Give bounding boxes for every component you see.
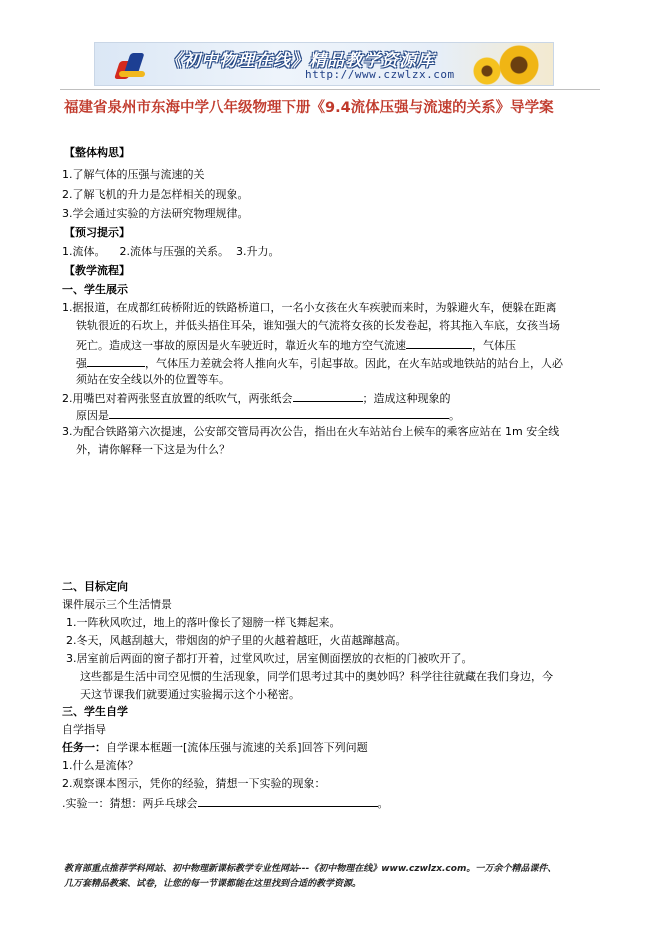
q3-line: 外，请你解释一下这是为什么？	[76, 443, 230, 456]
answer-blank[interactable]	[406, 337, 472, 349]
q1-line-3: 死亡。造成这一事故的原因是火车驶近时，靠近火车的地方空气流速 ，气体压	[76, 339, 516, 352]
answer-blank[interactable]	[87, 355, 145, 367]
q1-line: 1.据报道，在成都红砖桥附近的铁路桥道口，一名小女孩在火车疾驶而来时，为躲避火车，便躲在距离	[62, 301, 557, 314]
overview-heading: 【整体构思】	[64, 146, 130, 159]
banner-title: 《初中物理在线》精品教学资源库	[165, 51, 435, 71]
answer-blank[interactable]	[109, 407, 449, 419]
page-footer	[64, 862, 624, 892]
overview-item: 3.学会通过实验的方法研究物理规律。	[62, 207, 249, 220]
part3-heading: 三、学生自学	[62, 705, 128, 718]
part2-intro: 课件展示三个生活情景	[62, 598, 172, 611]
q1-line: 铁轨很近的石坎上，并低头捂住耳朵，谁知强大的气流将女孩的长发卷起，将其拖入车底，女孩当场	[76, 319, 560, 332]
banner-url[interactable]: http://www.czwlzx.com	[305, 68, 455, 81]
overview-item: 1.了解气体的压强与流速的关	[62, 168, 205, 181]
experiment1-line: .实验一：猜想：两乒乓球会 。	[62, 797, 389, 810]
answer-blank[interactable]	[198, 795, 378, 807]
scenario-item: 1.一阵秋风吹过，地上的落叶像长了翅膀一样飞舞起来。	[66, 616, 341, 629]
part2-heading: 二、目标定向	[62, 580, 128, 593]
header-banner	[94, 42, 554, 86]
footer-line: 教育部重点推荐学科网站、初中物理新课标教学专业性网站---《初中物理在线》www.czwlzx.com。一万余个精品课件、	[64, 864, 557, 874]
preview-heading: 【预习提示】	[64, 226, 130, 239]
footer-line: 几万套精品教案、试卷，让您的每一节课都能在这里找到合适的教学资源。	[64, 879, 362, 889]
part2-paragraph: 这些都是生活中司空见惯的生活现象，同学们思考过其中的奥妙吗？科学往往就藏在我们身边，今	[80, 670, 553, 683]
task1-question: 1.什么是流体？	[62, 759, 139, 772]
task1-line: 任务一：自学课本框题一[流体压强与流速的关系]回答下列问题	[62, 741, 368, 754]
q2-line-2: 原因是 。	[76, 409, 460, 422]
task1-question: 2.观察课本图示，凭你的经验，猜想一下实验的现象：	[62, 777, 326, 790]
document-title: 福建省泉州市东海中学八年级物理下册《9.4流体压强与流速的关系》导学案	[64, 100, 554, 116]
part3-intro: 自学指导	[62, 723, 106, 736]
part1-heading: 一、学生展示	[62, 283, 128, 296]
scenario-item: 3.居室前后两面的窗子都打开着，过堂风吹过，居室侧面摆放的衣柜的门被吹开了。	[66, 652, 473, 665]
scenario-item: 2.冬天，风越刮越大，带烟囱的炉子里的火越着越旺，火苗越蹿越高。	[66, 634, 407, 647]
q1-line: 须站在安全线以外的位置等车。	[76, 373, 230, 386]
preview-items: 1.流体。 2.流体与压强的关系。 3.升力。	[62, 245, 280, 258]
site-logo	[115, 49, 147, 81]
sunflower-image	[473, 43, 553, 86]
q1-line-4: 强 ，气体压力差就会将人推向火车，引起事故。因此，在火车站或地铁站的站台上，人必	[76, 357, 563, 370]
part2-paragraph: 天这节课我们就要通过实验揭示这个小秘密。	[80, 688, 300, 701]
answer-blank[interactable]	[293, 390, 363, 402]
q3-line: 3.为配合铁路第六次提速，公安部交管局再次公告，指出在火车站站台上候车的乘客应站在 1m 安全线	[62, 425, 560, 438]
overview-item: 2.了解飞机的升力是怎样相关的现象。	[62, 188, 249, 201]
header-divider	[60, 89, 600, 90]
process-heading: 【教学流程】	[64, 264, 130, 277]
q2-line-1: 2.用嘴巴对着两张竖直放置的纸吹气，两张纸会 ；造成这种现象的	[62, 392, 451, 405]
